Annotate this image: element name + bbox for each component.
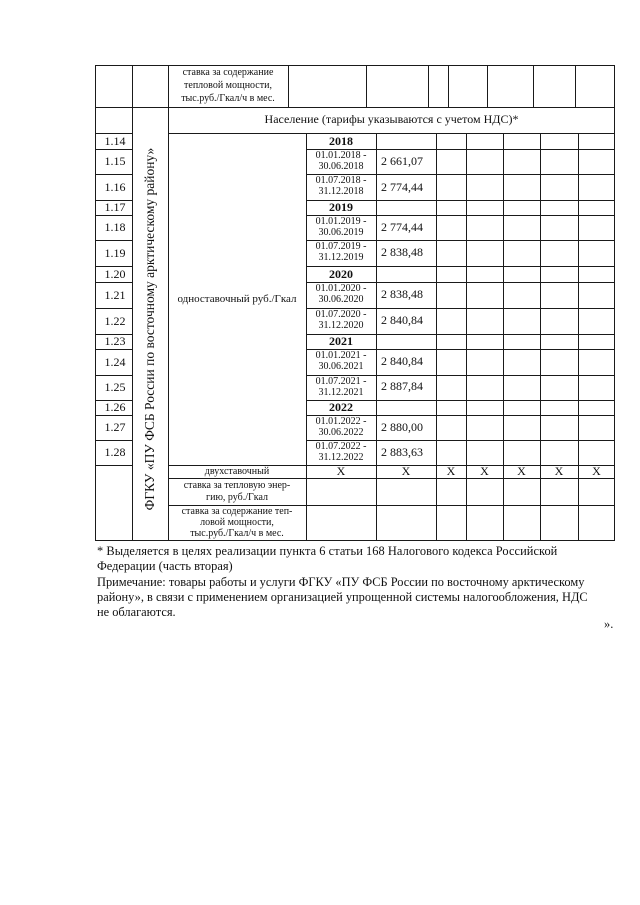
period-start: 01.01.2018 -: [315, 150, 367, 161]
tariff-value: 2 840,84: [381, 354, 423, 368]
row-number: 1.25: [104, 380, 126, 394]
period-end: 31.12.2019: [318, 252, 364, 263]
row-number: 1.23: [104, 334, 126, 348]
period-start: 01.01.2021 -: [315, 350, 367, 361]
x-mark: X: [480, 464, 489, 478]
row-number: 1.19: [104, 246, 126, 260]
period-start: 01.07.2022 -: [315, 441, 367, 452]
capacity-rate-label: ставка за содержание теп-: [181, 506, 293, 517]
x-mark: X: [446, 464, 456, 478]
year-header: 2020: [329, 267, 353, 281]
period-end: 30.06.2020: [318, 294, 364, 305]
row-number: 1.26: [104, 400, 126, 414]
period-start: 01.01.2019 -: [315, 216, 367, 227]
top-row-line: ставка за содержание: [182, 67, 274, 78]
row-number: 1.22: [104, 314, 126, 328]
row-number: 1.20: [104, 267, 126, 281]
row-number: 1.27: [104, 420, 126, 434]
row-number: 1.21: [104, 288, 126, 302]
period-end: 31.12.2022: [318, 452, 364, 463]
row-number: 1.17: [104, 200, 126, 214]
closing-quote: ».: [604, 617, 614, 631]
row-number: 1.24: [104, 355, 126, 369]
note-line: не облагаются.: [97, 605, 176, 619]
energy-rate-label: ставка за тепловую энер-: [183, 480, 291, 491]
period-start: 01.07.2021 -: [315, 376, 367, 387]
period-end: 30.06.2021: [318, 361, 364, 372]
top-row-line: тепловой мощности,: [184, 80, 272, 91]
footnote-line: * Выделяется в целях реализации пункта 6 статьи 168 Налогового кодекса Российской: [97, 544, 558, 558]
x-mark: X: [554, 464, 564, 478]
row-number: 1.14: [104, 134, 126, 148]
period-end: 31.12.2020: [318, 320, 364, 331]
period-start: 01.07.2019 -: [315, 241, 367, 252]
period-end: 31.12.2018: [318, 186, 364, 197]
year-header: 2018: [329, 134, 353, 148]
note-line: району», в связи с применением организацией упрощенной системы налогообложения, НДС: [97, 590, 588, 604]
organization-vertical-label: ФГКУ «ПУ ФСБ России по восточному арктическому району»: [142, 147, 157, 511]
single-rate-label: одноставочный руб./Гкал: [177, 293, 297, 305]
x-mark: X: [592, 464, 601, 478]
x-mark: X: [336, 464, 346, 478]
period-start: 01.07.2020 -: [315, 309, 367, 320]
x-mark: X: [401, 464, 411, 478]
energy-rate-label: гию, руб./Гкал: [205, 492, 269, 503]
year-header: 2022: [329, 400, 353, 414]
footnote-line: Федерации (часть вторая): [97, 559, 233, 573]
tariff-value: 2 661,07: [381, 154, 423, 168]
row-number: 1.15: [104, 154, 126, 168]
period-start: 01.07.2018 -: [315, 175, 367, 186]
period-start: 01.01.2020 -: [315, 283, 367, 294]
top-row-line: тыс.руб./Гкал/ч в мес.: [181, 93, 275, 104]
row-number: 1.28: [104, 445, 126, 459]
tariff-value: 2 840,84: [381, 313, 423, 327]
period-end: 30.06.2019: [318, 227, 364, 238]
two-rate-label: двухставочный: [204, 466, 270, 477]
period-start: 01.01.2022 -: [315, 416, 367, 427]
tariff-value: 2 774,44: [381, 180, 423, 194]
tariff-value: 2 887,84: [381, 379, 423, 393]
population-header: Население (тарифы указываются с учетом НДС)*: [264, 112, 519, 126]
capacity-rate-label: тыс.руб./Гкал/ч в мес.: [190, 528, 284, 539]
period-end: 30.06.2022: [318, 427, 364, 438]
note-line: Примечание: товары работы и услуги ФГКУ «ПУ ФСБ России по восточному арктическому: [97, 575, 585, 589]
x-mark: X: [517, 464, 526, 478]
row-number: 1.18: [104, 220, 126, 234]
period-end: 30.06.2018: [318, 161, 364, 172]
period-end: 31.12.2021: [318, 387, 364, 398]
tariff-value: 2 774,44: [381, 220, 423, 234]
row-number: 1.16: [104, 180, 126, 194]
capacity-rate-label: ловой мощности,: [200, 517, 274, 528]
tariff-value: 2 880,00: [381, 420, 423, 434]
tariff-value: 2 838,48: [381, 287, 423, 301]
tariff-value: 2 883,63: [381, 445, 423, 459]
tariff-value: 2 838,48: [381, 245, 423, 259]
year-header: 2021: [329, 334, 353, 348]
year-header: 2019: [329, 200, 353, 214]
